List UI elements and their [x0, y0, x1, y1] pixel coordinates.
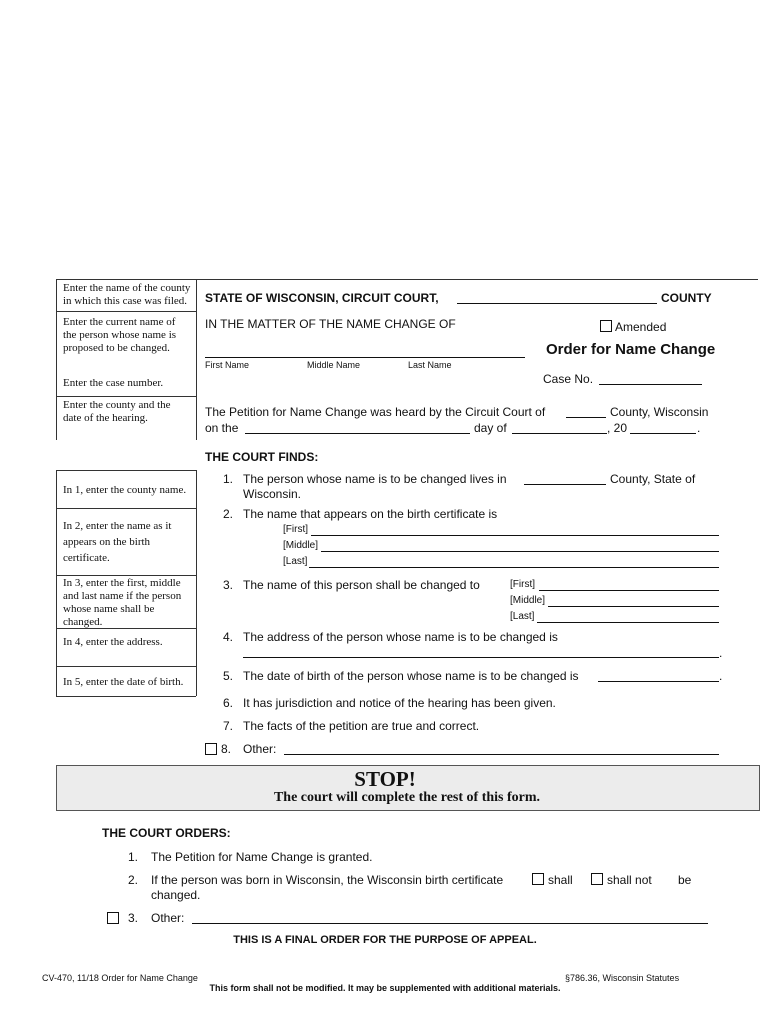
form-title: Order for Name Change [546, 341, 716, 358]
finding-1-number: 1. [223, 472, 234, 486]
sidebar-rule-right [196, 470, 197, 696]
birth-middle-field[interactable] [321, 551, 719, 552]
sidebar-divider [56, 696, 196, 697]
order-1-number: 1. [128, 850, 139, 864]
case-no-field[interactable] [599, 384, 702, 385]
hearing-line1-b: County, Wisconsin [610, 405, 709, 419]
item4-note: In 4, enter the address. [63, 636, 163, 648]
new-last-tag: [Last] [510, 611, 535, 622]
stop-title: STOP! [354, 767, 416, 791]
statute: §786.36, Wisconsin Statutes [565, 973, 680, 983]
finding-8-text: Other: [243, 742, 277, 756]
hearing-county-field[interactable] [566, 417, 606, 418]
birth-first-field[interactable] [311, 535, 719, 536]
finding-3-number: 3. [223, 578, 234, 592]
new-first-field[interactable] [539, 590, 719, 591]
finding-5-text: The date of birth of the person whose name is to be changed is [243, 669, 579, 683]
sidebar-rule-left [56, 279, 57, 440]
order-other-field[interactable] [192, 923, 708, 924]
finding-5-number: 5. [223, 669, 234, 683]
shall-not-label: shall not [607, 873, 652, 887]
stop-subtitle: The court will complete the rest of this form. [273, 790, 541, 805]
case-note: Enter the case number. [63, 377, 164, 389]
address-field[interactable] [243, 657, 719, 658]
footer-notice: This form shall not be modified. It may be supplemented with additional materials. [209, 983, 561, 993]
finding-1-text: The person whose name is to be changed lives in [243, 472, 507, 486]
year-prefix: , 20 [607, 421, 628, 435]
finding-4-text: The address of the person whose name is to be changed is [243, 630, 558, 644]
dob-period: . [719, 669, 723, 683]
residence-county-field[interactable] [524, 484, 606, 485]
finding-4-number: 4. [223, 630, 234, 644]
changed-label: changed. [151, 888, 201, 902]
order-3-number: 3. [128, 911, 139, 925]
item1-note: In 1, enter the county name. [63, 484, 187, 496]
form-id: CV-470, 11/18 Order for Name Change [42, 973, 198, 983]
hearing-note: Enter the county and the date of the hearing. [63, 399, 171, 424]
amended-checkbox[interactable] [600, 320, 612, 332]
hearing-line1-a: The Petition for Name Change was heard by the Circuit Court of [205, 405, 546, 419]
birth-last-tag: [Last] [283, 556, 308, 567]
shall-not-checkbox[interactable] [591, 873, 603, 885]
top-rule [56, 279, 758, 280]
order-2-text: If the person was born in Wisconsin, the Wisconsin birth certificate [151, 873, 504, 887]
finding-1-text-c: Wisconsin. [243, 487, 302, 501]
new-last-field[interactable] [537, 622, 719, 623]
orders-title: THE COURT ORDERS: [102, 826, 231, 840]
finding-1-text-b: County, State of [610, 472, 696, 486]
hearing-month-field[interactable] [512, 433, 607, 434]
case-no-label: Case No. [543, 372, 594, 386]
birth-first-tag: [First] [283, 524, 308, 535]
sidebar-rule-left [56, 470, 57, 696]
hearing-day-field[interactable] [245, 433, 470, 434]
last-name-label: Last Name [408, 360, 452, 370]
sidebar-divider [56, 508, 196, 509]
order-1-text: The Petition for Name Change is granted. [151, 850, 373, 864]
matter-label: IN THE MATTER OF THE NAME CHANGE OF [205, 317, 456, 331]
birth-last-field[interactable] [309, 567, 719, 568]
finding-6-text: It has jurisdiction and notice of the hearing has been given. [243, 696, 556, 710]
middle-name-label: Middle Name [307, 360, 361, 370]
on-the-label: on the [205, 421, 239, 435]
birth-middle-tag: [Middle] [283, 540, 319, 551]
name-note: Enter the current name of the person whose name is proposed to be changed. [63, 316, 177, 354]
finding-7-text: The facts of the petition are true and correct. [243, 719, 480, 733]
order-2-number: 2. [128, 873, 139, 887]
finding-8-number: 8. [221, 742, 232, 756]
address-period: . [719, 646, 723, 660]
hearing-year-field[interactable] [630, 433, 696, 434]
finding-other-field[interactable] [284, 754, 719, 755]
item2-note: In 2, enter the name as it appears on the birth certificate. [63, 520, 172, 564]
shall-label: shall [548, 873, 573, 887]
first-name-label: First Name [205, 360, 250, 370]
dob-field[interactable] [598, 681, 719, 682]
county-label: COUNTY [661, 291, 712, 305]
sidebar-divider [56, 311, 196, 312]
finding-2-number: 2. [223, 507, 234, 521]
sidebar-divider [56, 666, 196, 667]
finding-3-text: The name of this person shall be changed to [243, 578, 480, 592]
item5-note: In 5, enter the date of birth. [63, 676, 184, 688]
sidebar-divider [56, 470, 196, 471]
amended-label: Amended [615, 320, 667, 334]
finding-6-number: 6. [223, 696, 234, 710]
day-of-label: day of [474, 421, 507, 435]
sidebar-divider [56, 396, 196, 397]
order-3-checkbox[interactable] [107, 912, 119, 924]
finding-8-checkbox[interactable] [205, 743, 217, 755]
sidebar-divider [56, 575, 196, 576]
item3-note: In 3, enter the first, middle and last name if the person whose name shall be changed. [63, 577, 182, 628]
county-note: Enter the name of the county in which this case was filed. [63, 282, 191, 307]
final-notice: THIS IS A FINAL ORDER FOR THE PURPOSE OF APPEAL. [233, 934, 537, 946]
be-label: be [678, 873, 692, 887]
new-middle-field[interactable] [548, 606, 719, 607]
person-name-field[interactable] [205, 357, 525, 358]
order-3-text: Other: [151, 911, 185, 925]
shall-checkbox[interactable] [532, 873, 544, 885]
period: . [697, 421, 701, 435]
finding-2-text: The name that appears on the birth certificate is [243, 507, 498, 521]
finding-7-number: 7. [223, 719, 234, 733]
new-first-tag: [First] [510, 579, 535, 590]
new-middle-tag: [Middle] [510, 595, 546, 606]
county-field[interactable] [457, 303, 657, 304]
court-label: STATE OF WISCONSIN, CIRCUIT COURT, [205, 291, 439, 305]
findings-title: THE COURT FINDS: [205, 450, 319, 464]
